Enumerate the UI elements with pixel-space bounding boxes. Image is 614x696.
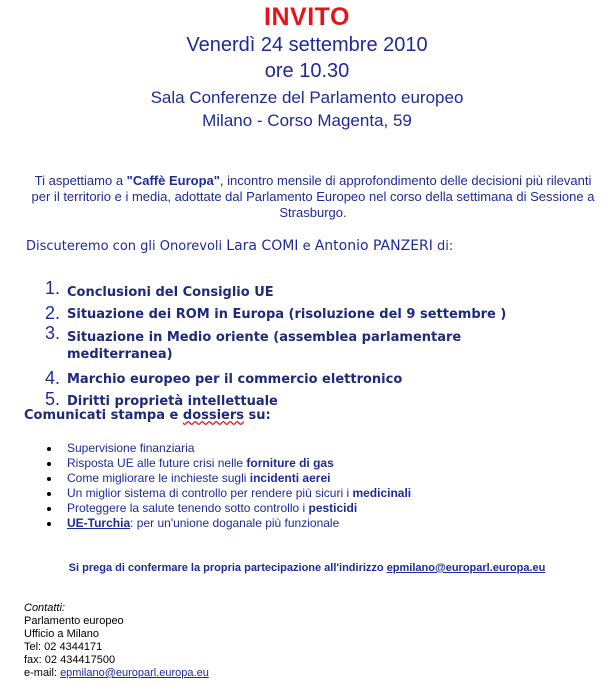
topic-text: Un miglior sistema di controllo per rendere più sicuri i xyxy=(67,486,353,500)
topic-text: Supervisione finanziaria xyxy=(67,441,195,455)
agenda-item: Situazione dei ROM in Europa (risoluzione del 9 settembre ) xyxy=(67,307,507,322)
event-date: Venerdì 24 settembre 2010 xyxy=(186,34,428,56)
rsvp-line xyxy=(0,562,614,574)
topic-bold: UE-Turchia xyxy=(67,516,131,530)
event-name: "Caffè Europa" xyxy=(126,173,220,188)
bullet-icon xyxy=(47,492,51,496)
speaker-1: Lara COMI xyxy=(226,238,299,254)
press-dossiers: dossiers xyxy=(182,408,245,423)
bullet-icon xyxy=(47,507,51,511)
topic-item xyxy=(47,441,567,456)
event-time: ore 10.30 xyxy=(264,60,350,82)
rsvp-text: Si prega di confermare la propria partecipazione all'indirizzo xyxy=(68,562,387,574)
press-prefix: Comunicati stampa e xyxy=(24,408,183,423)
discussion-conj: e xyxy=(302,239,311,254)
contacts-email-label: e-mail: xyxy=(24,667,61,679)
contacts-block xyxy=(24,602,209,680)
event-address: Milano - Corso Magenta, 59 xyxy=(202,111,412,130)
topic-item xyxy=(47,501,567,516)
topic-text: Come migliorare le inchieste sugli xyxy=(67,471,250,485)
contacts-tel: Tel: 02 4344171 xyxy=(24,641,103,653)
contacts-label: Contatti: xyxy=(24,602,65,614)
contacts-fax: fax: 02 434417500 xyxy=(24,654,116,666)
intro-text-rest: , incontro mensile di approfondimento delle decisioni più rilevanti per il territorio e i media, adottate dal Parlamento Europeo nel corso della settimana di Sessione a Strasburgo. xyxy=(31,173,595,220)
topic-text: : per un'unione doganale più funzionale xyxy=(130,516,340,530)
discussion-prefix: Discuteremo con gli Onorevoli xyxy=(26,239,223,254)
topic-item xyxy=(47,486,567,501)
contacts-office: Ufficio a Milano xyxy=(24,628,99,640)
bullet-icon xyxy=(47,477,51,481)
intro-paragraph xyxy=(28,173,598,221)
press-heading xyxy=(24,408,271,423)
agenda-number: 1. xyxy=(45,278,61,298)
speaker-2: Antonio PANZERI xyxy=(314,238,433,254)
press-suffix: su: xyxy=(244,408,271,423)
topic-bold: forniture di gas xyxy=(246,456,334,470)
agenda-number: 2. xyxy=(45,303,61,323)
topic-bold: incidenti aerei xyxy=(249,471,331,485)
bullet-icon xyxy=(47,462,51,466)
agenda-number: 4. xyxy=(45,368,61,388)
agenda-item: Marchio europeo per il commercio elettronico xyxy=(67,372,403,387)
contacts-email-row xyxy=(24,667,209,680)
bullet-icon xyxy=(47,522,51,526)
rsvp-email-link[interactable]: epmilano@europarl.europa.eu xyxy=(386,562,546,574)
agenda-item: Situazione in Medio oriente (assemblea parlamentare mediterranea) xyxy=(67,330,462,362)
contacts-email-link[interactable]: epmilano@europarl.europa.eu xyxy=(60,667,209,679)
bullet-icon xyxy=(47,447,51,451)
topic-item xyxy=(47,456,567,471)
discussion-line xyxy=(26,238,606,254)
agenda-number: 3. xyxy=(45,323,61,343)
invite-title: INVITO xyxy=(264,3,350,31)
topic-text: Risposta UE alle future crisi nelle xyxy=(67,456,247,470)
topic-item xyxy=(47,516,567,531)
agenda-item: Diritti proprietà intellettuale xyxy=(67,394,278,409)
topics-list xyxy=(47,441,567,531)
agenda-number: 5. xyxy=(45,389,61,409)
event-venue: Sala Conferenze del Parlamento europeo xyxy=(150,88,464,107)
contacts-org: Parlamento europeo xyxy=(24,615,124,627)
topic-bold: medicinali xyxy=(352,486,412,500)
discussion-suffix: di: xyxy=(437,239,454,254)
topic-bold: pesticidi xyxy=(308,501,358,515)
topic-text: Proteggere la salute tenendo sotto controllo i xyxy=(67,501,309,515)
agenda-item: Conclusioni del Consiglio UE xyxy=(67,285,274,300)
intro-text-start: Ti aspettiamo a xyxy=(34,173,127,188)
topic-item xyxy=(47,471,567,486)
